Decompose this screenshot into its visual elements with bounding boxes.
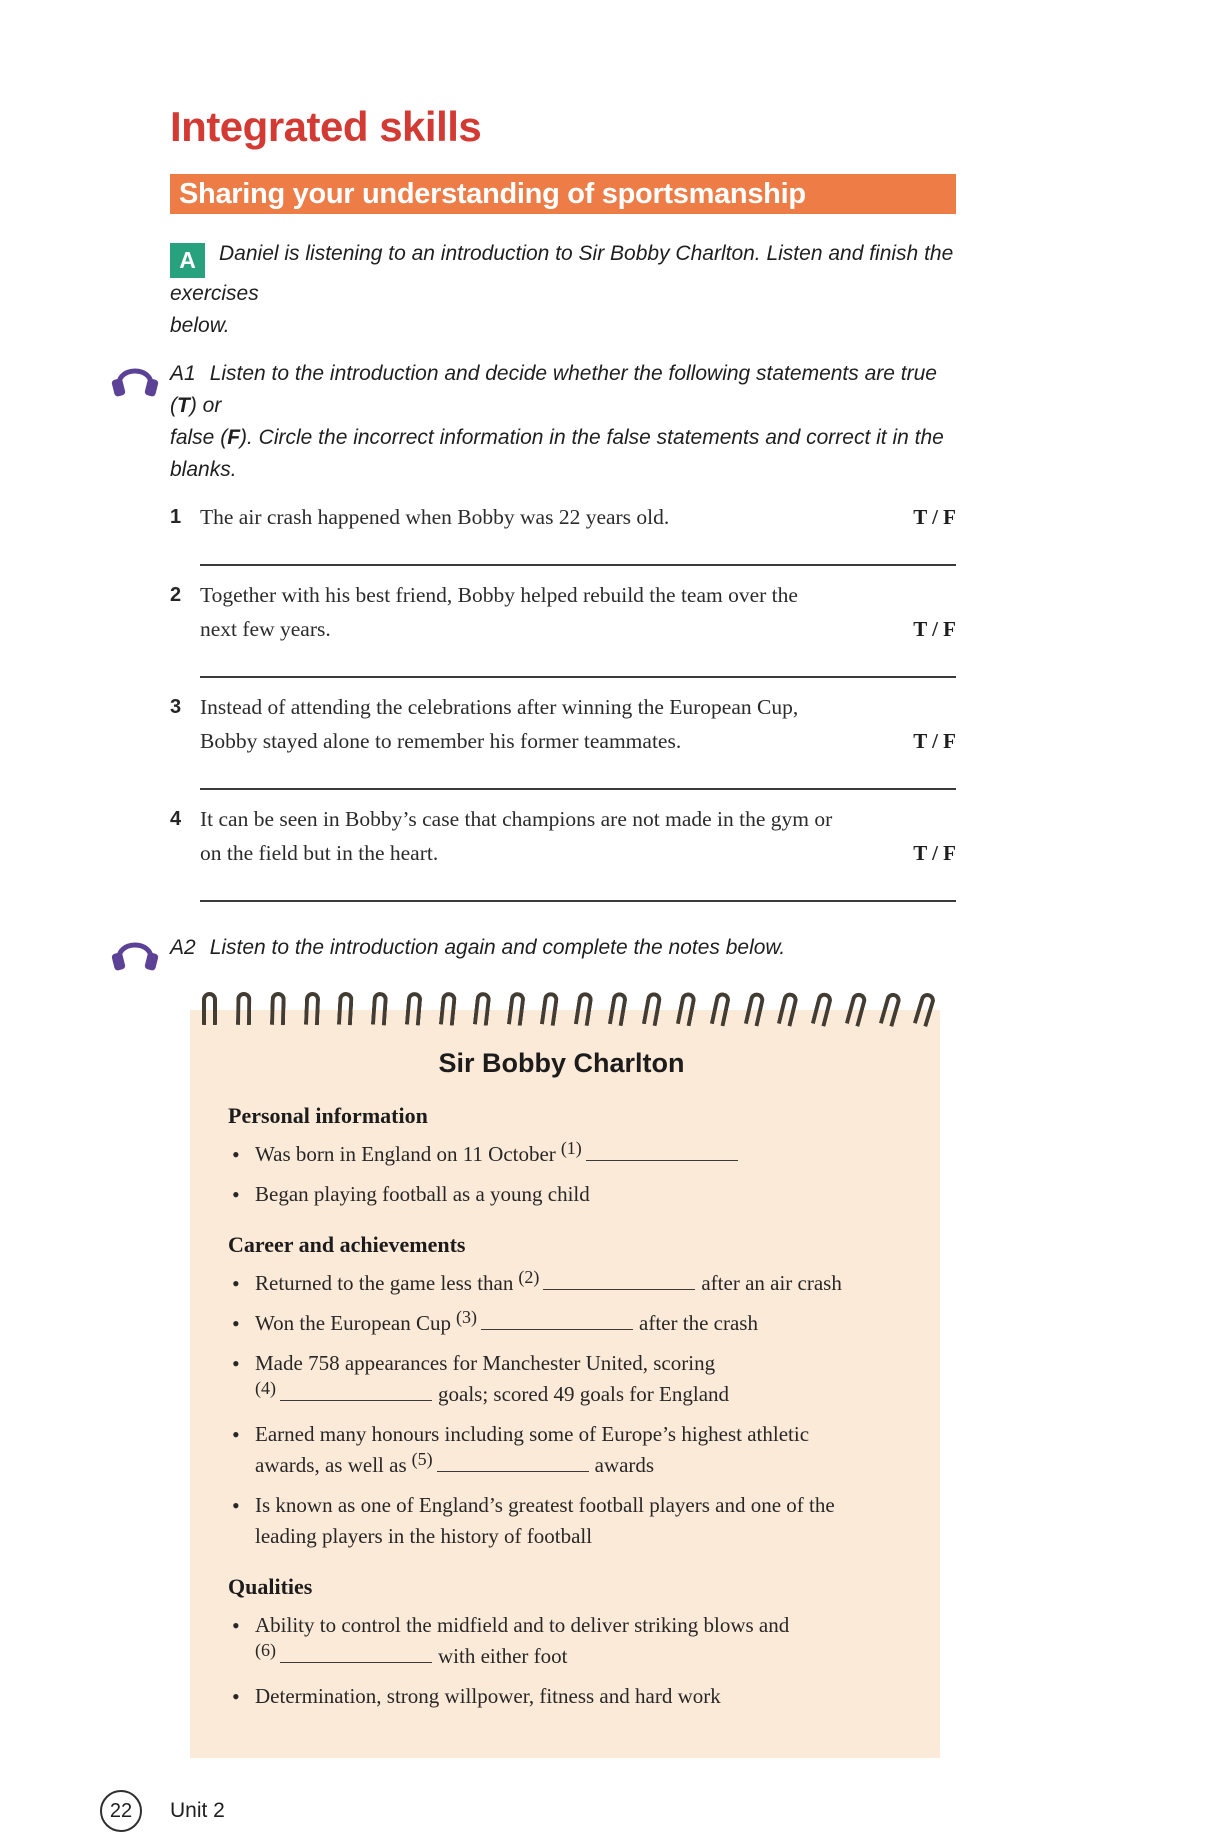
note-item [228, 1419, 895, 1482]
notes-card [190, 992, 940, 1758]
note-text: awards [594, 1453, 655, 1477]
statement-text: Instead of attending the celebrations after winning the European Cup, [200, 695, 799, 719]
true-false-choice: T / F [913, 841, 956, 865]
workbook-page [109, 0, 956, 1832]
note-text: Is known as one of England’s greatest football players and one of the [255, 1493, 835, 1517]
note-text: Returned to the game less than [255, 1271, 514, 1295]
page-footer [100, 1790, 956, 1832]
statement-text: It can be seen in Bobby’s case that champions are not made in the gym or [200, 807, 833, 831]
blank-number: (3) [456, 1307, 478, 1327]
part-a-intro-line2: below. [170, 314, 230, 337]
lesson-banner [170, 174, 956, 214]
false-abbrev: F [227, 426, 241, 449]
headphones-icon [110, 928, 160, 974]
note-text: Determination, strong willpower, fitness and hard work [255, 1684, 721, 1708]
note-item [228, 1268, 895, 1300]
statement-row-3 [170, 690, 956, 758]
fill-blank-1 [586, 1147, 738, 1161]
statement-text: next few years. [200, 617, 331, 641]
fill-blank-4 [280, 1387, 432, 1401]
note-item [228, 1681, 895, 1712]
note-text: leading players in the history of football [255, 1524, 593, 1548]
statement-text: on the field but in the heart. [200, 841, 439, 865]
fill-blank-3 [481, 1316, 633, 1330]
statement-list [170, 500, 956, 902]
note-item [228, 1139, 895, 1171]
note-item [228, 1348, 895, 1411]
notes-heading-career: Career and achievements [228, 1232, 466, 1257]
a1-instruction-text: ). Circle the incorrect information in the false statements and correct it in the blanks. [170, 426, 944, 481]
qualities-list [228, 1610, 895, 1712]
statement-row-2 [170, 578, 956, 646]
note-text: with either foot [438, 1644, 568, 1668]
fill-blank-5 [437, 1458, 589, 1472]
fill-blank-6 [280, 1649, 432, 1663]
notes-panel [190, 1010, 940, 1758]
note-text: Began playing football as a young child [255, 1182, 590, 1206]
answer-blank-line [200, 676, 956, 678]
note-item [228, 1179, 895, 1210]
blank-number: (1) [560, 1138, 582, 1158]
answer-blank-line [200, 564, 956, 566]
blank-number: (5) [411, 1449, 433, 1469]
fill-blank-2 [543, 1276, 695, 1290]
page-number: 22 [109, 1799, 133, 1822]
answer-blank-line [200, 900, 956, 902]
a1-instruction-text: false ( [170, 426, 228, 449]
answer-blank-line [200, 788, 956, 790]
note-text: goals; scored 49 goals for England [438, 1382, 730, 1406]
note-text: Won the European Cup [255, 1311, 452, 1335]
unit-label: Unit 2 [170, 1799, 225, 1822]
statement-number: 4 [170, 808, 182, 830]
statement-row-4 [170, 802, 956, 870]
statement-number: 2 [170, 584, 182, 606]
notes-heading-personal: Personal information [228, 1103, 428, 1128]
note-text: Was born in England on 11 October [255, 1142, 556, 1166]
a1-instruction-text: ) or [189, 394, 222, 417]
page-number-badge [100, 1790, 142, 1832]
note-item [228, 1308, 895, 1340]
note-text: Earned many honours including some of Europe’s highest athletic [255, 1422, 810, 1446]
page-title: Integrated skills [170, 103, 482, 150]
statement-text: Together with his best friend, Bobby helped rebuild the team over the [200, 583, 798, 607]
note-text: Ability to control the midfield and to deliver striking blows and [255, 1613, 790, 1637]
blank-number: (6) [255, 1640, 276, 1660]
statement-text: The air crash happened when Bobby was 22 years old. [200, 505, 670, 529]
blank-number: (4) [255, 1378, 276, 1398]
note-item [228, 1490, 895, 1552]
a2-label: A2 [170, 936, 196, 959]
statement-text: Bobby stayed alone to remember his former teammates. [200, 729, 682, 753]
headphones-icon [110, 354, 160, 400]
personal-list [228, 1139, 895, 1210]
a2-instruction [170, 932, 956, 964]
note-item [228, 1610, 895, 1673]
blank-number: (2) [518, 1267, 540, 1287]
note-text: after the crash [639, 1311, 758, 1335]
a1-instruction-text: Listen to the introduction and decide whether the following statements are true ( [170, 362, 937, 417]
part-a-intro-line1: Daniel is listening to an introduction to Sir Bobby Charlton. Listen and finish the exercises [170, 242, 954, 305]
spiral-binding-icon [190, 992, 940, 1025]
career-list [228, 1268, 895, 1552]
statement-row-1 [170, 500, 956, 534]
statement-number: 3 [170, 696, 182, 718]
lesson-banner-text: Sharing your understanding of sportsmanship [179, 178, 806, 210]
notes-heading-qualities: Qualities [228, 1574, 313, 1599]
true-false-choice: T / F [913, 729, 956, 753]
note-text: after an air crash [701, 1271, 842, 1295]
true-false-choice: T / F [913, 505, 956, 529]
true-false-choice: T / F [913, 617, 956, 641]
a1-instruction [170, 358, 956, 486]
notes-title: Sir Bobby Charlton [438, 1048, 685, 1078]
note-text: Made 758 appearances for Manchester United, scoring [255, 1351, 716, 1375]
note-text: awards, as well as [255, 1453, 407, 1477]
section-a-badge: A [170, 243, 205, 278]
statement-number: 1 [170, 506, 182, 528]
true-abbrev: T [177, 394, 190, 417]
a1-label: A1 [170, 362, 196, 385]
a2-instruction-text: Listen to the introduction again and complete the notes below. [209, 936, 786, 959]
part-a-intro [170, 238, 956, 342]
